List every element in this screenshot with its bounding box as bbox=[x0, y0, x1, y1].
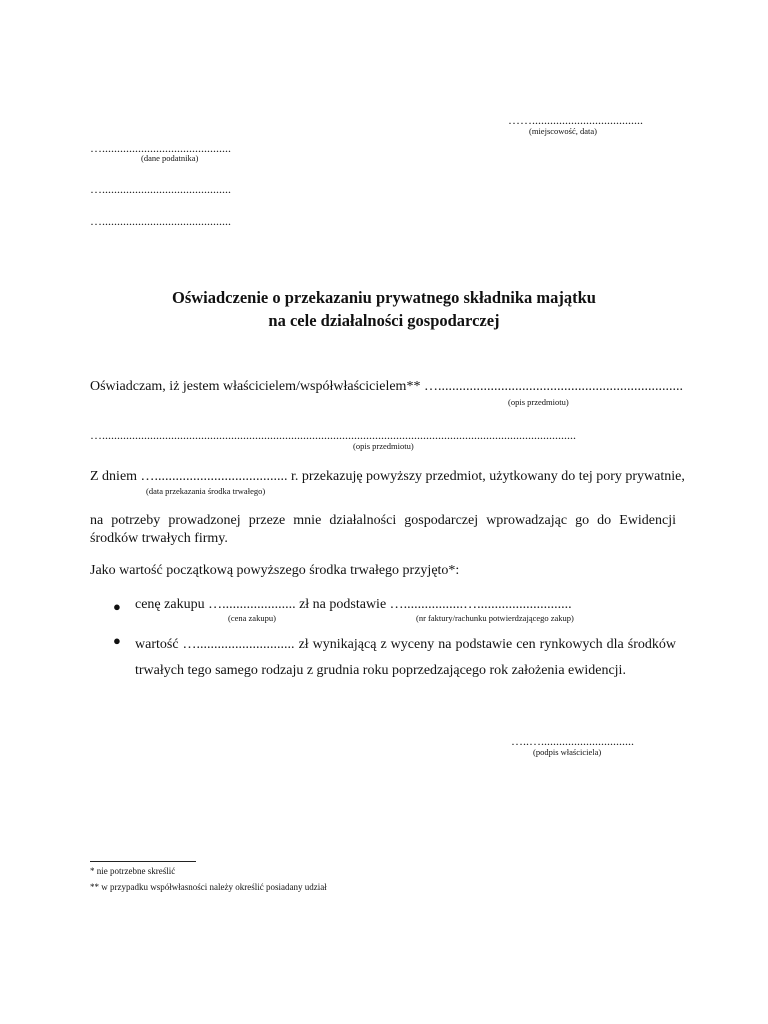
item-description-field[interactable]: ….............................................................................................................................................................. bbox=[90, 428, 576, 442]
taxpayer-field-3[interactable]: …........................................... bbox=[90, 214, 231, 228]
footnote-1: * nie potrzebne skreślić bbox=[90, 866, 176, 876]
taxpayer-field-1[interactable]: …........................................... bbox=[90, 141, 231, 155]
place-date-label: (miejscowość, data) bbox=[529, 126, 597, 136]
footnote-divider bbox=[90, 861, 196, 862]
item-description-caption-2: (opis przedmiotu) bbox=[353, 441, 414, 451]
footnote-2: ** w przypadku współwłasności należy określić posiadany udział bbox=[90, 882, 327, 892]
signature-field[interactable]: …..…............................... bbox=[511, 734, 634, 748]
ownership-statement: Oświadczam, iż jestem właścicielem/współwłaścicielem** …...................................................................... bbox=[90, 379, 683, 394]
taxpayer-field-2[interactable]: …........................................... bbox=[90, 182, 231, 196]
purchase-price-caption: (cena zakupu) bbox=[228, 613, 276, 623]
document-title-line2: na cele działalności gospodarczej bbox=[268, 311, 500, 330]
place-date-field[interactable]: ……..................................... bbox=[508, 113, 643, 127]
initial-value-statement: Jako wartość początkową powyższego środka trwałego przyjęto*: bbox=[90, 563, 460, 578]
bullet-icon: ● bbox=[113, 599, 121, 614]
option-purchase-price: cenę zakupu …..................... zł na podstawie ….................…........................... bbox=[135, 597, 572, 612]
transfer-date-caption: (data przekazania środka trwałego) bbox=[146, 486, 266, 496]
option-market-value: wartość …............................ zł wynikającą z wyceny na podstawie cen rynkowych dla środków trwałych tego samego rodzaju z grudnia roku poprzedzającego rok założenia ewidencji. bbox=[135, 637, 676, 678]
transfer-date-statement: Z dniem …...................................... r. przekazuję powyższy przedmiot, użytkowany do tej pory prywatnie, bbox=[90, 469, 685, 484]
invoice-number-caption: (nr faktury/rachunku potwierdzającego zakup) bbox=[416, 613, 574, 623]
document-title-line1: Oświadczenie o przekazaniu prywatnego składnika majątku bbox=[172, 288, 596, 307]
signature-label: (podpis właściciela) bbox=[533, 747, 602, 757]
taxpayer-label: (dane podatnika) bbox=[141, 153, 199, 163]
bullet-icon: ● bbox=[113, 633, 121, 648]
item-description-caption-1: (opis przedmiotu) bbox=[508, 397, 569, 407]
purpose-statement: na potrzeby prowadzonej przeze mnie działalności gospodarczej wprowadzając go do Ewidencji środków trwałych firmy. bbox=[90, 513, 676, 546]
